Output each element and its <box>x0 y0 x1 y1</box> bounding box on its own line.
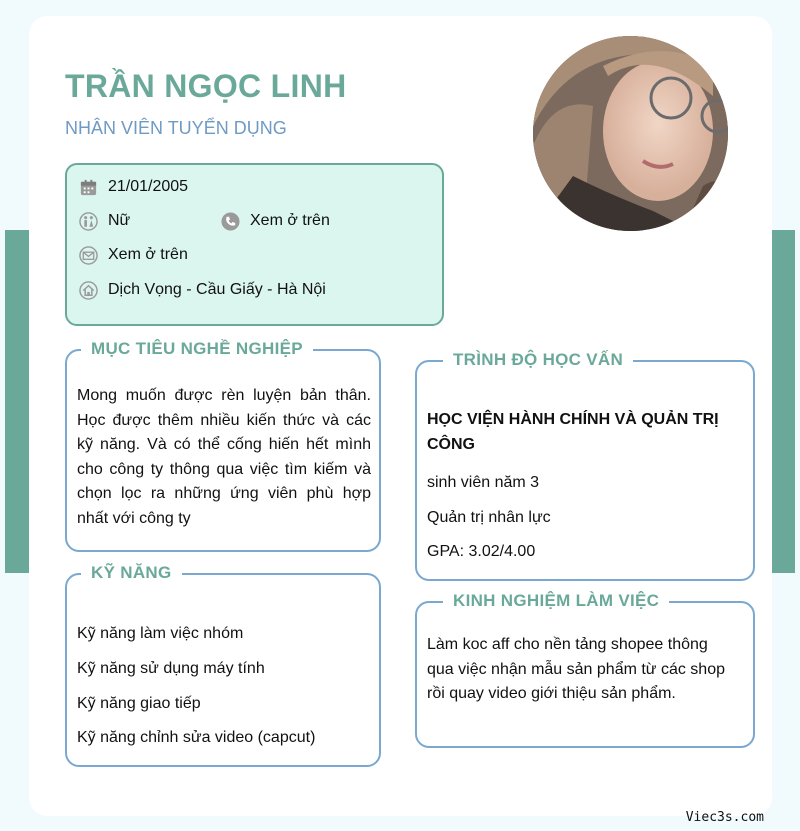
profile-photo-illustration <box>533 36 728 231</box>
site-watermark: Viec3s.com <box>685 810 764 825</box>
gender-icon <box>78 211 98 231</box>
education-year: sinh viên năm 3 <box>427 474 540 491</box>
home-icon <box>78 280 98 300</box>
experience-text: Làm koc aff cho nền tảng shopee thông qua việc nhận mẫu sản phẩm từ các shop rồi quay video giới thiệu sản phẩm. <box>427 636 725 703</box>
candidate-job-title: NHÂN VIÊN TUYỂN DỤNG <box>65 118 287 138</box>
right-accent-band <box>772 230 795 573</box>
phone-icon <box>220 211 240 231</box>
email-value: Xem ở trên <box>108 246 188 263</box>
objective-title: MỤC TIÊU NGHỀ NGHIỆP <box>81 338 313 360</box>
skill-item: Kỹ năng chỉnh sửa video (capcut) <box>77 729 316 746</box>
info-birthdate <box>78 177 188 197</box>
education-section <box>415 350 755 581</box>
phone-value: Xem ở trên <box>250 212 330 229</box>
info-address <box>78 280 326 300</box>
experience-title: KINH NGHIỆM LÀM VIỆC <box>443 590 669 612</box>
candidate-name: TRẦN NGỌC LINH <box>65 68 347 104</box>
envelope-icon <box>78 245 98 265</box>
address-value: Dịch Vọng - Cầu Giấy - Hà Nội <box>108 281 326 298</box>
profile-photo <box>533 36 728 231</box>
education-major: Quản trị nhân lực <box>427 509 551 526</box>
gender-value: Nữ <box>108 212 131 229</box>
skill-item: Kỹ năng sử dụng máy tính <box>77 660 265 677</box>
objective-section <box>65 339 381 552</box>
education-gpa: GPA: 3.02/4.00 <box>427 543 536 560</box>
objective-text: Mong muốn được rèn luyện bản thân. Học được thêm nhiều kiến thức và các kỹ năng. Và có thể cống hiến hết mình cho công ty thông qua việc tìm kiếm và chọn lọc ra những ứng viên phù hợp nhất với công ty <box>77 387 371 527</box>
info-gender <box>78 211 130 231</box>
skills-section <box>65 563 381 767</box>
calendar-icon <box>78 177 98 197</box>
skill-item: Kỹ năng giao tiếp <box>77 695 201 712</box>
info-email <box>78 245 188 265</box>
birthdate-value: 21/01/2005 <box>108 178 189 195</box>
education-title: TRÌNH ĐỘ HỌC VẤN <box>443 349 633 371</box>
skills-title: KỸ NĂNG <box>81 562 182 584</box>
education-school: HỌC VIỆN HÀNH CHÍNH VÀ QUẢN TRỊ CÔNG <box>427 411 719 453</box>
info-phone <box>220 211 330 231</box>
experience-section <box>415 591 755 748</box>
skill-item: Kỹ năng làm việc nhóm <box>77 625 244 642</box>
